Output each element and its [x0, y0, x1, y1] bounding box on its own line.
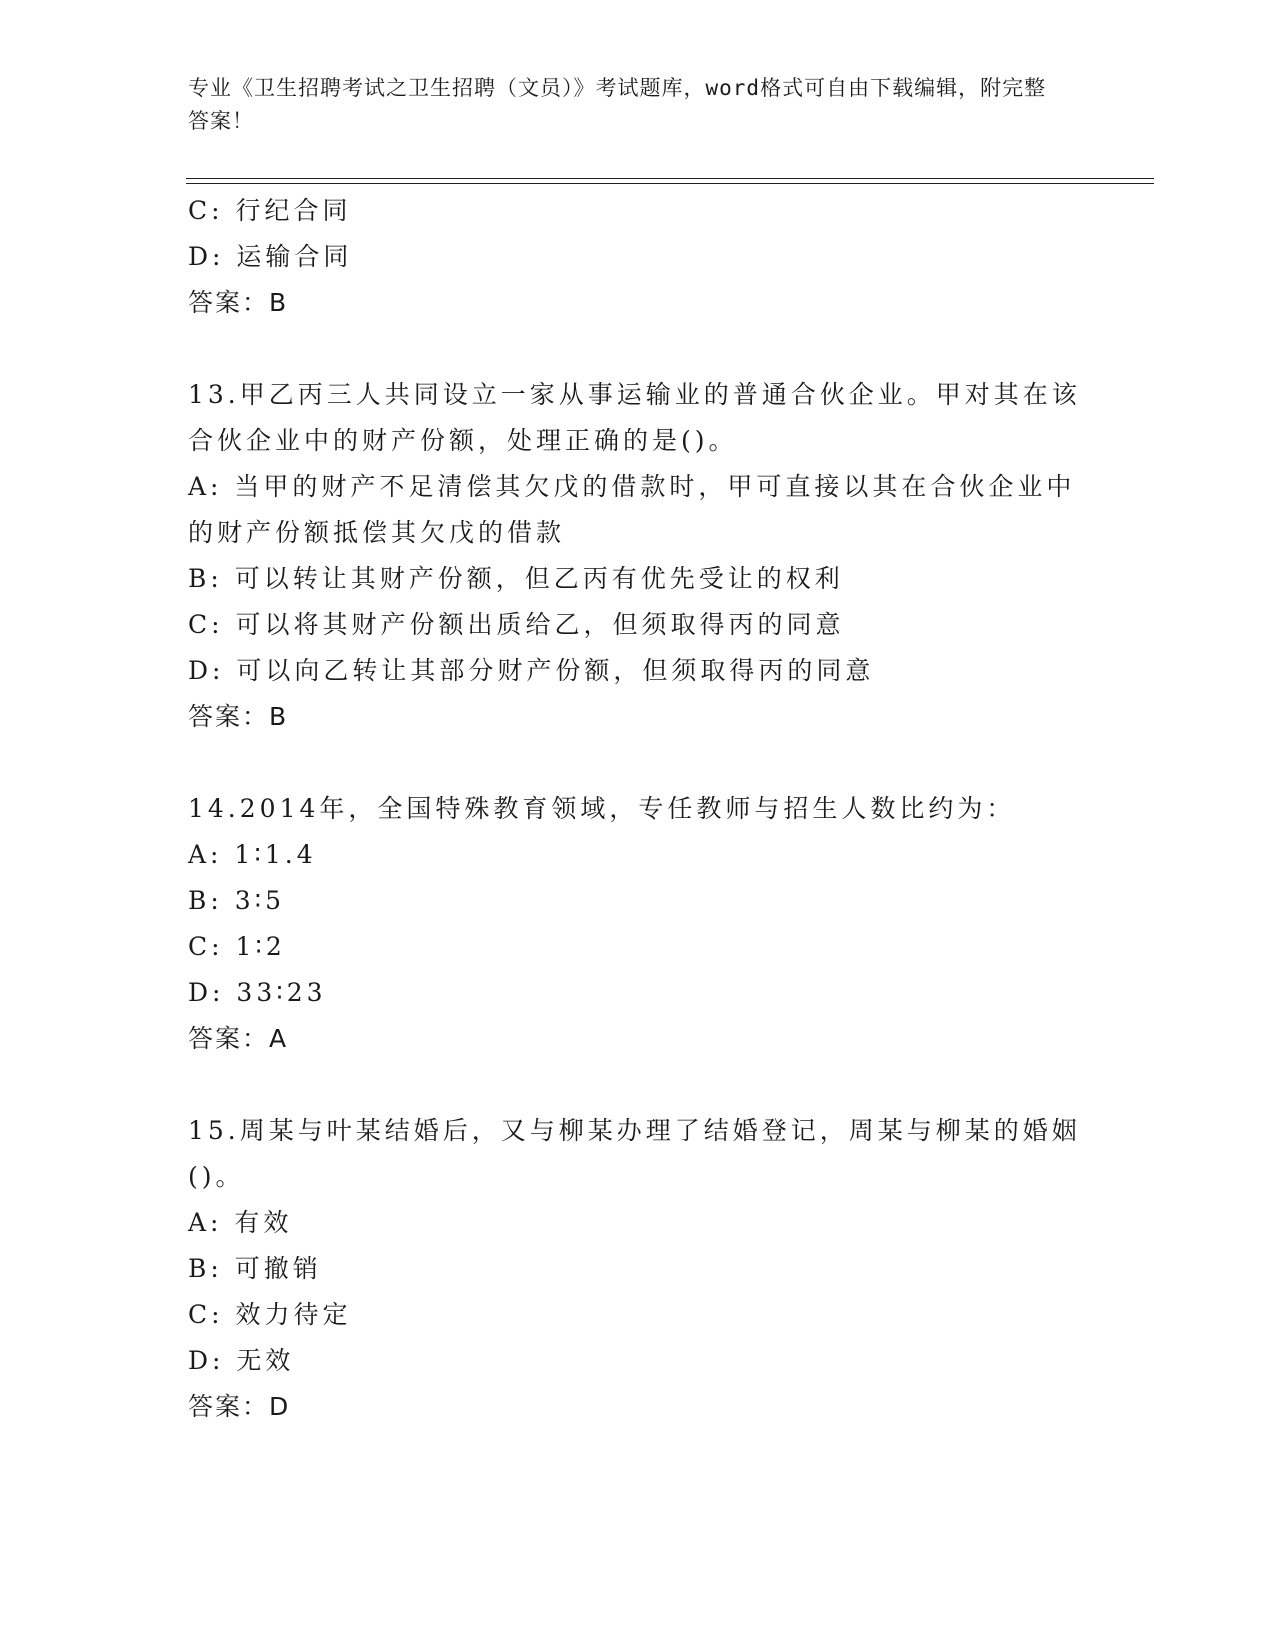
- option-b: B: 可撤销: [188, 1254, 322, 1283]
- option-c: C: 可以将其财产份额出质给乙，但须取得丙的同意: [188, 610, 845, 639]
- option-c: C: 行纪合同: [188, 196, 352, 225]
- question-stem-cont: ()。: [188, 1162, 245, 1191]
- question-stem: 14.2014年，全国特殊教育领域，专任教师与招生人数比约为：: [188, 794, 1016, 823]
- question-14: [188, 786, 1088, 1062]
- header-rule-top: [186, 178, 1154, 179]
- question-13: [188, 372, 1088, 740]
- option-c: C: 效力待定: [188, 1300, 352, 1329]
- header-rule-bottom: [186, 183, 1154, 184]
- option-a: A: 1∶1.4: [188, 840, 317, 869]
- answer: 答案：B: [188, 702, 289, 731]
- spacer: [188, 1062, 1088, 1108]
- question-stem: 13.甲乙丙三人共同设立一家从事运输业的普通合伙企业。甲对其在该: [188, 380, 1081, 409]
- answer: 答案：D: [188, 1392, 291, 1421]
- option-d: D: 可以向乙转让其部分财产份额，但须取得丙的同意: [188, 656, 875, 685]
- question-stem: 15.周某与叶某结婚后，又与柳某办理了结婚登记，周某与柳某的婚姻: [188, 1116, 1081, 1145]
- spacer: [188, 326, 1088, 372]
- option-d: D: 运输合同: [188, 242, 353, 271]
- option-a: A: 有效: [188, 1208, 293, 1237]
- answer: 答案：B: [188, 288, 289, 317]
- spacer: [188, 740, 1088, 786]
- question-stem-cont: 合伙企业中的财产份额，处理正确的是()。: [188, 426, 738, 455]
- question-list: [188, 188, 1088, 1430]
- answer: 答案：A: [188, 1024, 289, 1053]
- option-b: B: 3∶5: [188, 886, 286, 915]
- question-12-tail: [188, 188, 1088, 326]
- option-a-cont: 的财产份额抵偿其欠戊的借款: [188, 518, 566, 547]
- option-a: A: 当甲的财产不足清偿其欠戊的借款时，甲可直接以其在合伙企业中: [188, 472, 1076, 501]
- question-15: [188, 1108, 1088, 1430]
- option-b: B: 可以转让其财产份额，但乙丙有优先受让的权利: [188, 564, 844, 593]
- option-d: D: 33∶23: [188, 978, 327, 1007]
- document-header: 专业《卫生招聘考试之卫生招聘（文员）》考试题库，word格式可自由下载编辑，附完整答案！: [188, 76, 1047, 133]
- option-d: D: 无效: [188, 1346, 295, 1375]
- option-c: C: 1∶2: [188, 932, 286, 961]
